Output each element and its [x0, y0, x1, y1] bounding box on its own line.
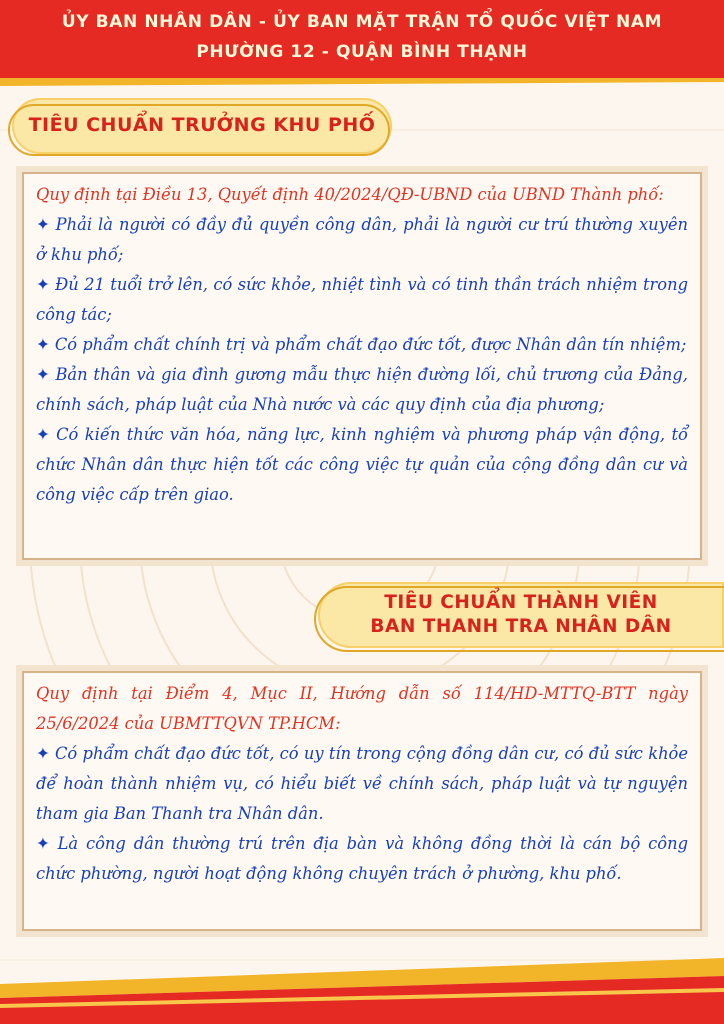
section2-intro: Quy định tại Điểm 4, Mục II, Hướng dẫn số 114/HD-MTTQ-BTT ngày 25/6/2024 của UBMTTQVN TP.HCM:: [36, 684, 688, 733]
list-item-text: Phải là người có đầy đủ quyền công dân, phải là người cư trú thường xuyên ở khu phố;: [36, 215, 688, 264]
diamond-bullet-icon: ✦: [36, 834, 50, 853]
diamond-bullet-icon: ✦: [36, 275, 50, 294]
section2-title-line-1: TIÊU CHUẨN THÀNH VIÊN: [384, 592, 658, 613]
list-item: [36, 210, 688, 270]
header-gold-stripe: [0, 78, 724, 88]
list-item: [36, 420, 688, 510]
list-item-text: Đủ 21 tuổi trở lên, có sức khỏe, nhiệt tình và có tinh thần trách nhiệm trong công tác;: [36, 275, 688, 324]
list-item-text: Có phẩm chất đạo đức tốt, có uy tín trong cộng đồng dân cư, có đủ sức khỏe để hoàn thành nhiệm vụ, có hiểu biết về chính sách, pháp luật và tự nguyện tham gia Ban Thanh tra Nhân dân.: [36, 744, 688, 823]
list-item: [36, 829, 688, 889]
list-item: [36, 360, 688, 420]
section1-intro: Quy định tại Điều 13, Quyết định 40/2024/QĐ-UBND của UBND Thành phố:: [36, 185, 664, 204]
diamond-bullet-icon: ✦: [36, 365, 50, 384]
header-line-2: PHƯỜNG 12 - QUẬN BÌNH THẠNH: [196, 42, 528, 62]
header-banner: [0, 0, 724, 78]
section2-title-pill: [318, 582, 724, 648]
section1-title: TIÊU CHUẨN TRƯỞNG KHU PHỐ: [28, 114, 376, 136]
section1-content-box: [22, 172, 702, 560]
list-item-text: Là công dân thường trú trên địa bàn và không đồng thời là cán bộ công chức phường, người hoạt động không chuyên trách ở phường, khu phố.: [36, 834, 688, 883]
section2-content-box: [22, 671, 702, 931]
section2-title-line-2: BAN THANH TRA NHÂN DÂN: [370, 616, 672, 637]
footer-stripes: [0, 954, 724, 1024]
diamond-bullet-icon: ✦: [36, 425, 50, 444]
list-item-text: Bản thân và gia đình gương mẫu thực hiện đường lối, chủ trương của Đảng, chính sách, pháp luật của Nhà nước và các quy định của địa phương;: [36, 365, 688, 414]
list-item-text: Có phẩm chất chính trị và phẩm chất đạo đức tốt, được Nhân dân tín nhiệm;: [54, 335, 687, 354]
section1-title-pill: [12, 98, 392, 154]
list-item: [36, 270, 688, 330]
diamond-bullet-icon: ✦: [36, 215, 50, 234]
diamond-bullet-icon: ✦: [36, 744, 50, 763]
diamond-bullet-icon: ✦: [36, 335, 50, 354]
list-item: [36, 330, 688, 360]
header-line-1: ỦY BAN NHÂN DÂN - ỦY BAN MẶT TRẬN TỔ QUỐC VIỆT NAM: [61, 12, 663, 32]
list-item-text: Có kiến thức văn hóa, năng lực, kinh nghiệm và phương pháp vận động, tổ chức Nhân dân thực hiện tốt các công việc tự quản của cộng đồng dân cư và công việc cấp trên giao.: [36, 425, 688, 504]
list-item: [36, 739, 688, 829]
